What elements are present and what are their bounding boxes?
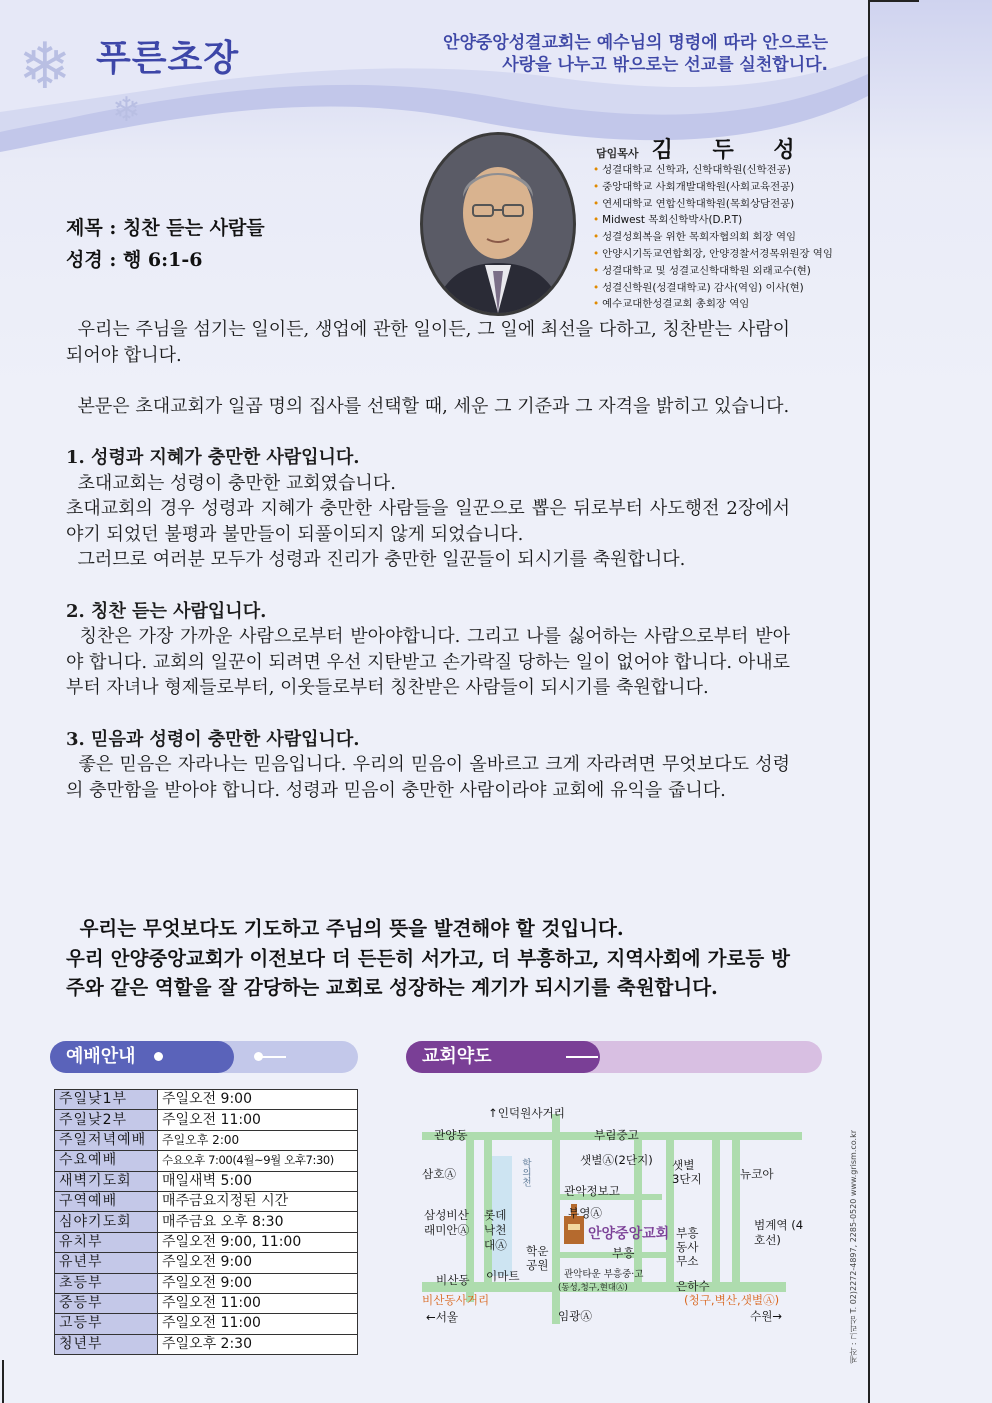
closing-prayer [66, 914, 790, 1003]
credential-item: • 성결대학교 신학과, 신학대학원(신학전공) [593, 162, 833, 179]
map-label: 삼성비산 래미안Ⓐ [424, 1208, 470, 1237]
credential-item: • Midwest 목회신학박사(D.P.T) [593, 212, 833, 229]
church-map-header [406, 1041, 822, 1073]
map-label: 부림중고 [594, 1128, 639, 1142]
map-label: (청구,벽산,샛별Ⓐ) [684, 1293, 780, 1307]
map-label: 비산동사거리 [422, 1293, 490, 1307]
page-border-right [868, 0, 870, 1403]
map-label: 임광Ⓐ [558, 1309, 592, 1323]
worship-guide-tag [50, 1041, 234, 1073]
map-label: 범계역 (4호선) [754, 1218, 804, 1247]
map-label: 비산동 [436, 1273, 470, 1287]
body-paragraph: 그러므로 여러분 모두가 성령과 진리가 충만한 일꾼들이 되시기를 축원합니다. [77, 549, 686, 571]
table-row: 청년부 주일오후 2:30 [55, 1334, 358, 1354]
credential-item: • 성결성회복을 위한 목회자협의회 회장 역임 [593, 229, 833, 246]
table-row: 주일저녁예배 주일오후 2:00 [55, 1130, 358, 1150]
map-label: 샛별Ⓐ(2단지) [580, 1153, 653, 1167]
table-row: 중등부 주일오전 11:00 [55, 1293, 358, 1313]
bulletin-brand-title: 푸른초장 [96, 38, 240, 79]
sermon-body [66, 317, 790, 803]
closing-line-1: 우리는 무엇보다도 기도하고 주님의 뜻을 발견해야 할 것입니다. [79, 917, 624, 940]
credential-item: • 성결대학교 및 성결교신학대학원 외래교수(현) [593, 263, 833, 280]
church-motto [443, 32, 828, 76]
pastor-heading [596, 133, 811, 164]
page-border-left [2, 1360, 4, 1403]
body-paragraph: 본문은 초대교회가 일곱 명의 집사를 선택할 때, 세운 그 기준과 그 자격을 밝히고 있습니다. [77, 395, 790, 417]
worship-guide-header [50, 1041, 358, 1073]
pill-line [260, 1056, 286, 1058]
map-label: ←서울 [426, 1310, 459, 1324]
map-label: 관악타운 부흥중·고 [564, 1269, 644, 1280]
body-paragraph: 우리는 주님을 섬기는 일이든, 생업에 관한 일이든, 그 일에 최선을 다하고, 칭찬받는 사람이 되어야 합니다. [66, 319, 790, 366]
table-row: 유년부 주일오전 9:00 [55, 1253, 358, 1273]
motto-line-1: 안양중앙성결교회는 예수님의 명령에 따라 안으로는 [443, 33, 828, 53]
body-paragraph: 칭찬은 가장 가까운 사람으로부터 받아야합니다. 그리고 나를 싫어하는 사람으로부터 받아야 합니다. 교회의 일꾼이 되려면 우선 지탄받고 손가락질 당하는 일이 없어야 합니다. 아내로부터 자녀나 형제들로부터, 이웃들로부터 칭찬받은 사람들이 되시기를 축원합니다. [66, 626, 790, 699]
printer-credit: 제작 : 그리심 T. 02)2272-4897, 2285-0520 www.grism.co.kr [849, 1130, 858, 1364]
sermon-title: 제목 : 칭찬 듣는 사람들 [66, 217, 265, 239]
map-label: 학의천 [520, 1158, 531, 1187]
map-label: 부영Ⓐ [568, 1206, 602, 1220]
sermon-scripture: 성경 : 행 6:1-6 [66, 249, 203, 271]
map-label: 롯데 낙천대Ⓐ [484, 1208, 507, 1252]
body-paragraph: 초대교회는 성령이 충만한 교회였습니다. [77, 472, 396, 494]
snowflake-icon: ❄ [112, 90, 141, 130]
map-label: 이마트 [486, 1269, 520, 1283]
table-row: 고등부 주일오전 11:00 [55, 1314, 358, 1334]
point-heading-3: 3. 믿음과 성령이 충만한 사람입니다. [66, 728, 360, 750]
table-row: 주일낮1부 주일오전 9:00 [55, 1090, 358, 1110]
church-location-map [414, 1106, 810, 1326]
body-paragraph: 좋은 믿음은 자라나는 믿음입니다. 우리의 믿음이 올바르고 크게 자라려면 무엇보다도 성령의 충만함을 받아야 합니다. 성령과 믿음이 충만한 사람이라야 교회에 유익을 줍니다. [66, 754, 790, 801]
map-label: 삼호Ⓐ [422, 1167, 456, 1181]
credential-item: • 성결신학원(성결대학교) 감사(역임) 이사(현) [593, 280, 833, 297]
table-row: 주일낮2부 주일오전 11:00 [55, 1110, 358, 1130]
map-label: ↑인덕원사거리 [488, 1106, 565, 1120]
worship-guide-heading: 예배안내 [66, 1046, 136, 1067]
map-label: 부흥 [612, 1246, 635, 1260]
pastor-credentials-list [593, 162, 833, 313]
point-heading-1: 1. 성령과 지혜가 충만한 사람입니다. [66, 446, 360, 468]
table-row: 구역예배 매주금요지정된 시간 [55, 1191, 358, 1211]
pill-line [566, 1056, 598, 1058]
map-label: (동성,청구,현대Ⓐ) [558, 1283, 628, 1293]
pastor-role: 담임목사 [596, 147, 639, 160]
map-label: 학운 공원 [526, 1244, 549, 1272]
body-paragraph: 초대교회의 경우 성령과 지혜가 충만한 사람들을 일꾼으로 뽑은 뒤로부터 사도행전 2장에서 야기 되었던 불평과 불만들이 되풀이되지 않게 되었습니다. [66, 498, 790, 545]
table-row: 심야기도회 매주금요 오후 8:30 [55, 1212, 358, 1232]
credential-item: • 예수교대한성결교회 총회장 역임 [593, 296, 833, 313]
map-label: 부흥 동사무소 [676, 1226, 699, 1268]
page-border-top [869, 0, 919, 2]
motto-line-2: 사랑을 나누고 밖으로는 선교를 실천합니다. [502, 55, 828, 75]
credential-item: • 연세대학교 연합신학대학원(목회상담전공) [593, 196, 833, 213]
map-label: 뉴코아 [740, 1167, 774, 1181]
snowflake-icon: ❄ [18, 30, 72, 104]
church-map-heading: 교회약도 [422, 1046, 492, 1067]
pill-dot-icon [154, 1052, 163, 1061]
map-label: 은하수 [676, 1279, 710, 1293]
point-heading-2: 2. 칭찬 듣는 사람입니다. [66, 600, 267, 622]
closing-line-2: 우리 안양중앙교회가 이전보다 더 든든히 서가고, 더 부흥하고, 지역사회에 가로등 방주와 같은 역할을 잘 감당하는 교회로 성장하는 계기가 되시기를 축원합니다. [66, 946, 790, 999]
pastor-name: 김 두 성 [651, 138, 811, 163]
credential-item: • 안양시기독교연합회장, 안양경찰서경목위원장 역임 [593, 246, 833, 263]
church-label: 안양중앙교회 [588, 1226, 670, 1242]
pastor-portrait [420, 132, 576, 316]
table-row: 유치부 주일오전 9:00, 11:00 [55, 1232, 358, 1252]
table-row: 새벽기도회 매일새벽 5:00 [55, 1171, 358, 1191]
sermon-meta [66, 212, 265, 276]
credential-item: • 중앙대학교 사회개발대학원(사회교육전공) [593, 179, 833, 196]
table-row: 수요예배 수요오후 7:00(4월~9월 오후7:30) [55, 1151, 358, 1171]
map-label: 샛별 3단지 [672, 1158, 702, 1186]
table-row: 초등부 주일오전 9:00 [55, 1273, 358, 1293]
map-label: 관양동 [434, 1128, 468, 1142]
worship-schedule-table [54, 1089, 358, 1355]
map-label: 관악정보고 [564, 1184, 620, 1198]
map-label: 수원→ [750, 1309, 783, 1323]
